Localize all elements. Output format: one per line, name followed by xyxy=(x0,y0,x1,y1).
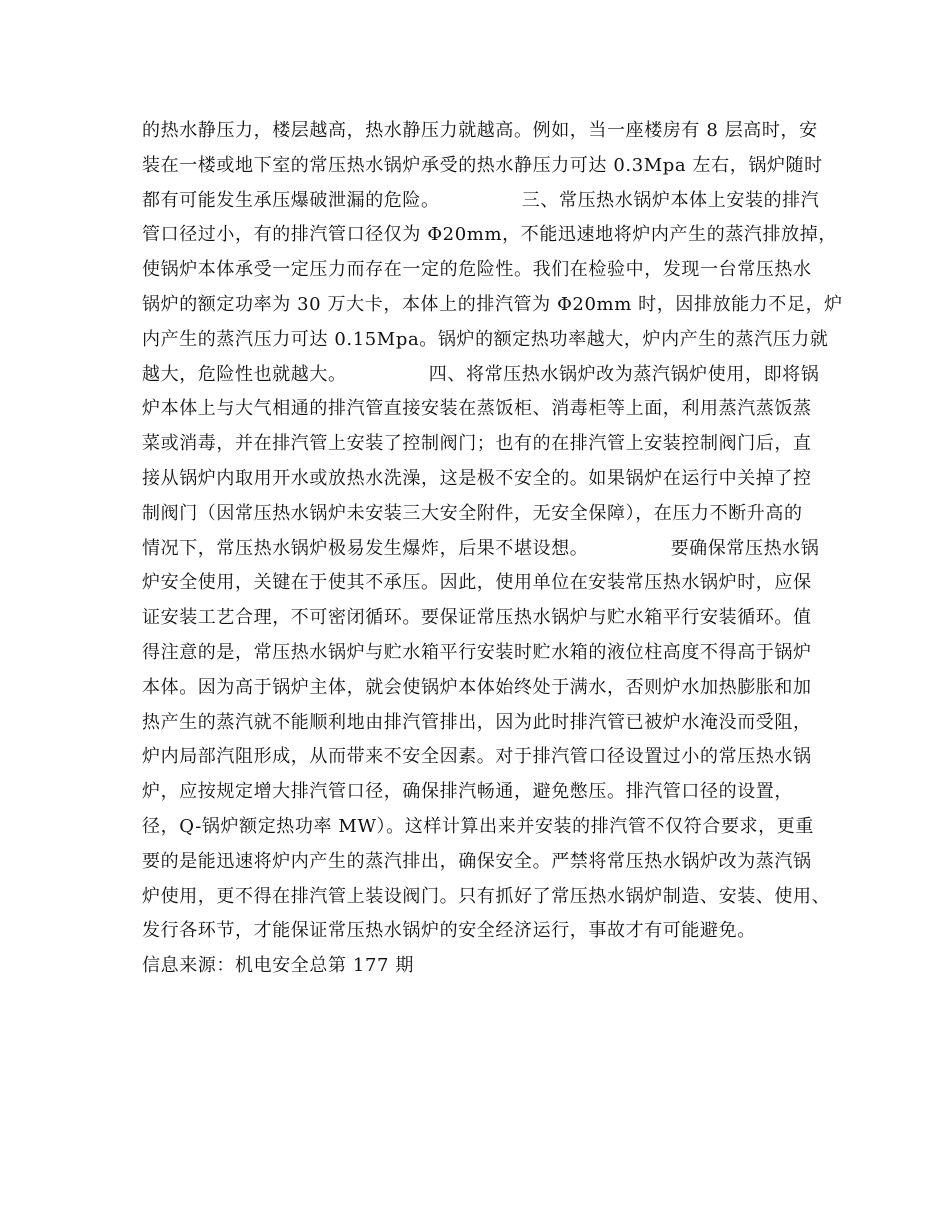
text-line: 证安装工艺合理，不可密闭循环。要保证常压热水锅炉与贮水箱平行安装循环。值 xyxy=(142,607,812,629)
text-line: 情况下，常压热水锅炉极易发生爆炸，后果不堪设想。 要确保常压热水锅 xyxy=(142,537,820,559)
text-line: 内产生的蒸汽压力可达 0.15Mpa。锅炉的额定热功率越大，炉内产生的蒸汽压力就 xyxy=(142,328,829,350)
text-line: 炉使用，更不得在排汽管上装设阀门。只有抓好了常压热水锅炉制造、安装、使用、 xyxy=(142,885,831,907)
text-line: 的热水静压力，楼层越高，热水静压力就越高。例如，当一座楼房有 8 层高时，安 xyxy=(142,120,818,141)
text-line: 越大，危险性也就越大。 四、将常压热水锅炉改为蒸汽锅炉使用，即将锅 xyxy=(142,363,820,385)
text-line: 炉内局部汽阻形成，从而带来不安全因素。对于排汽管口径设置过小的常压热水锅 xyxy=(142,746,812,768)
text-line: 炉，应按规定增大排汽管口径，确保排汽畅通，避免憋压。排汽管口径的设置， xyxy=(142,781,793,803)
text-line: 炉本体上与大气相通的排汽管直接安装在蒸饭柜、消毒柜等上面，利用蒸汽蒸饭蒸 xyxy=(142,398,812,420)
text-line: 热产生的蒸汽就不能顺利地由排汽管排出，因为此时排汽管已被炉水淹没而受阻， xyxy=(142,711,812,733)
text-line: 径，Q-锅炉额定热功率 MW）。这样计算出来并安装的排汽管不仅符合要求，更重 xyxy=(142,815,814,837)
text-line: 装在一楼或地下室的常压热水锅炉承受的热水静压力可达 0.3Mpa 左右，锅炉随时 xyxy=(142,154,823,176)
text-line: 得注意的是，常压热水锅炉与贮水箱平行安装时贮水箱的液位柱高度不得高于锅炉 xyxy=(142,641,812,663)
text-line: 炉安全使用，关键在于使其不承压。因此，使用单位在安装常压热水锅炉时，应保 xyxy=(142,572,812,594)
text-line: 发行各环节，才能保证常压热水锅炉的安全经济运行，事故才有可能避免。 xyxy=(142,920,756,942)
body-text xyxy=(142,114,843,984)
text-line: 锅炉的额定功率为 30 万大卡，本体上的排汽管为 Φ20mm 时，因排放能力不足，炉 xyxy=(142,293,843,315)
text-line: 要的是能迅速将炉内产生的蒸汽排出，确保安全。严禁将常压热水锅炉改为蒸汽锅 xyxy=(142,850,812,872)
text-line: 管口径过小，有的排汽管口径仅为 Φ20mm，不能迅速地将炉内产生的蒸汽排放掉， xyxy=(142,224,837,246)
text-line: 使锅炉本体承受一定压力而存在一定的危险性。我们在检验中，发现一台常压热水 xyxy=(142,259,812,281)
text-line: 菜或消毒，并在排汽管上安装了控制阀门；也有的在排汽管上安装控制阀门后，直 xyxy=(142,433,812,455)
text-line: 接从锅炉内取用开水或放热水洗澡，这是极不安全的。如果锅炉在运行中关掉了控 xyxy=(142,467,812,489)
text-line: 本体。因为高于锅炉主体，就会使锅炉本体始终处于满水，否则炉水加热膨胀和加 xyxy=(142,676,812,698)
text-line: 都有可能发生承压爆破泄漏的危险。 三、常压热水锅炉本体上安装的排汽 xyxy=(142,189,820,211)
text-line: 制阀门（因常压热水锅炉未安装三大安全附件，无安全保障），在压力不断升高的 xyxy=(142,502,803,524)
source-line: 信息来源：机电安全总第 177 期 xyxy=(142,955,414,977)
